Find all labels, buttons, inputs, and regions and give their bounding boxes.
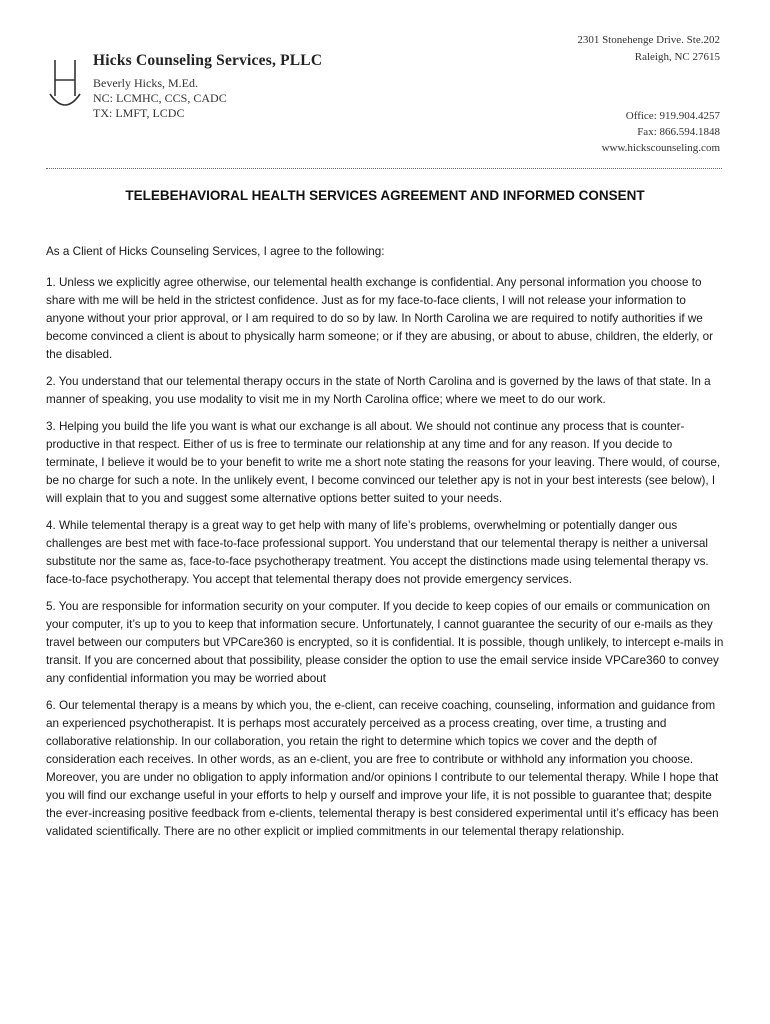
counselor-name: Beverly Hicks, M.Ed. <box>93 76 198 90</box>
office-address <box>577 32 720 66</box>
fax-number: Fax: 866.594.1848 <box>637 126 720 138</box>
paragraph-4: 4. While telemental therapy is a great way to get help with many of life’s problems, overwhelming or potentially danger ous challenges are best met with face-to-face professional support. You understand that our telemental therapy is neither a universal substitute nor the same as, face-to-face psychotherapy treatment. You accept the distinctions made using telemental therapy vs. face-to-face psychotherapy. You accept that telemental therapy does not provide emergency services. <box>46 519 709 586</box>
contact-info <box>602 108 720 156</box>
office-phone: Office: 919.904.4257 <box>625 110 720 122</box>
paragraph-3: 3. Helping you build the life you want is what our exchange is all about. We should not continue any process that is counter-productive in that respect. Either of us is free to terminate our relationship at any time and for any reason. If you decide to terminate, I believe it would be to your benefit to write me a short note stating the reasons for your leaving. There would, of course, be no charge for such a note. In the unlikely event, I become convinced our telether apy is not in your best interests (see below), I will explain that to you and suggest some alternative options better suited to your needs. <box>46 420 721 505</box>
document-body <box>46 243 724 850</box>
credentials-nc: NC: LCMHC, CCS, CADC <box>93 91 227 105</box>
org-name: Hicks Counseling Services, PLLC <box>93 52 323 69</box>
hicks-monogram-icon <box>48 58 82 110</box>
paragraph-6: 6. Our telemental therapy is a means by which you, the e-client, can receive coaching, counseling, information and guidance from an experienced psychotherapist. It is perhaps most accurately perceived as a process creating, over time, a trusting and collaborative relationship. In our collaboration, you retain the right to determine which topics we cover and the depth of consideration each receives. In other words, as an e-client, you are free to contribute or withhold any information you choose. Moreover, you are under no obligation to apply information and/or opinions I contribute to our telemental therapy. While I hope that you will find our exchange useful in your efforts to help y ourself and improve your life, it is not possible to guarantee that; despite the ever-increasing positive feedback from e-clients, telemental therapy is best considered experimental until it’s efficacy has been validated scientifically. There are no other explicit or implied commitments in our telemental therapy relationship. <box>46 699 719 838</box>
credentials-tx: TX: LMFT, LCDC <box>93 106 185 120</box>
paragraph-5: 5. You are responsible for information security on your computer. If you decide to keep copies of our emails or communication on your computer, it’s up to you to keep that information secure. Unfortunately, I cannot guarantee the security of our e-mails as they travel between our computers but VPCare360 is encrypted, so it is confidential. It is possible, though unlikely, to intercept e-mails in transit. If you are concerned about that possibility, please consider the option to use the email service inside VPCare360 to convey any confidential information you may be worried about <box>46 600 724 685</box>
address-line-1: 2301 Stonehenge Drive. Ste.202 <box>577 34 720 46</box>
document-title: TELEBEHAVIORAL HEALTH SERVICES AGREEMENT AND INFORMED CONSENT <box>125 188 645 203</box>
website-link[interactable]: www.hickscounseling.com <box>601 142 720 154</box>
header-divider <box>46 168 722 169</box>
letterhead-org-block <box>93 52 322 121</box>
intro-paragraph: As a Client of Hicks Counseling Services, I agree to the following: <box>46 245 385 258</box>
address-line-2: Raleigh, NC 27615 <box>634 51 720 63</box>
paragraph-2: 2. You understand that our telemental therapy occurs in the state of North Carolina and is governed by the laws of that state. In a manner of speaking, you use modality to visit me in my North Carolina office; where we meet to do our work. <box>46 375 711 406</box>
paragraph-1: 1. Unless we explicitly agree otherwise, our telemental health exchange is confidential. Any personal information you choose to share with me will be held in the strictest confidence. Just as for my face-to-face clients, I will not release your information to anyone without your prior approval, or I am required to do so by law. In North Carolina we are required to notify authorities if we become convinced a client is about to physically harm someone; or if they are abusing, or about to abuse, children, the elderly, or the disabled. <box>46 276 713 361</box>
